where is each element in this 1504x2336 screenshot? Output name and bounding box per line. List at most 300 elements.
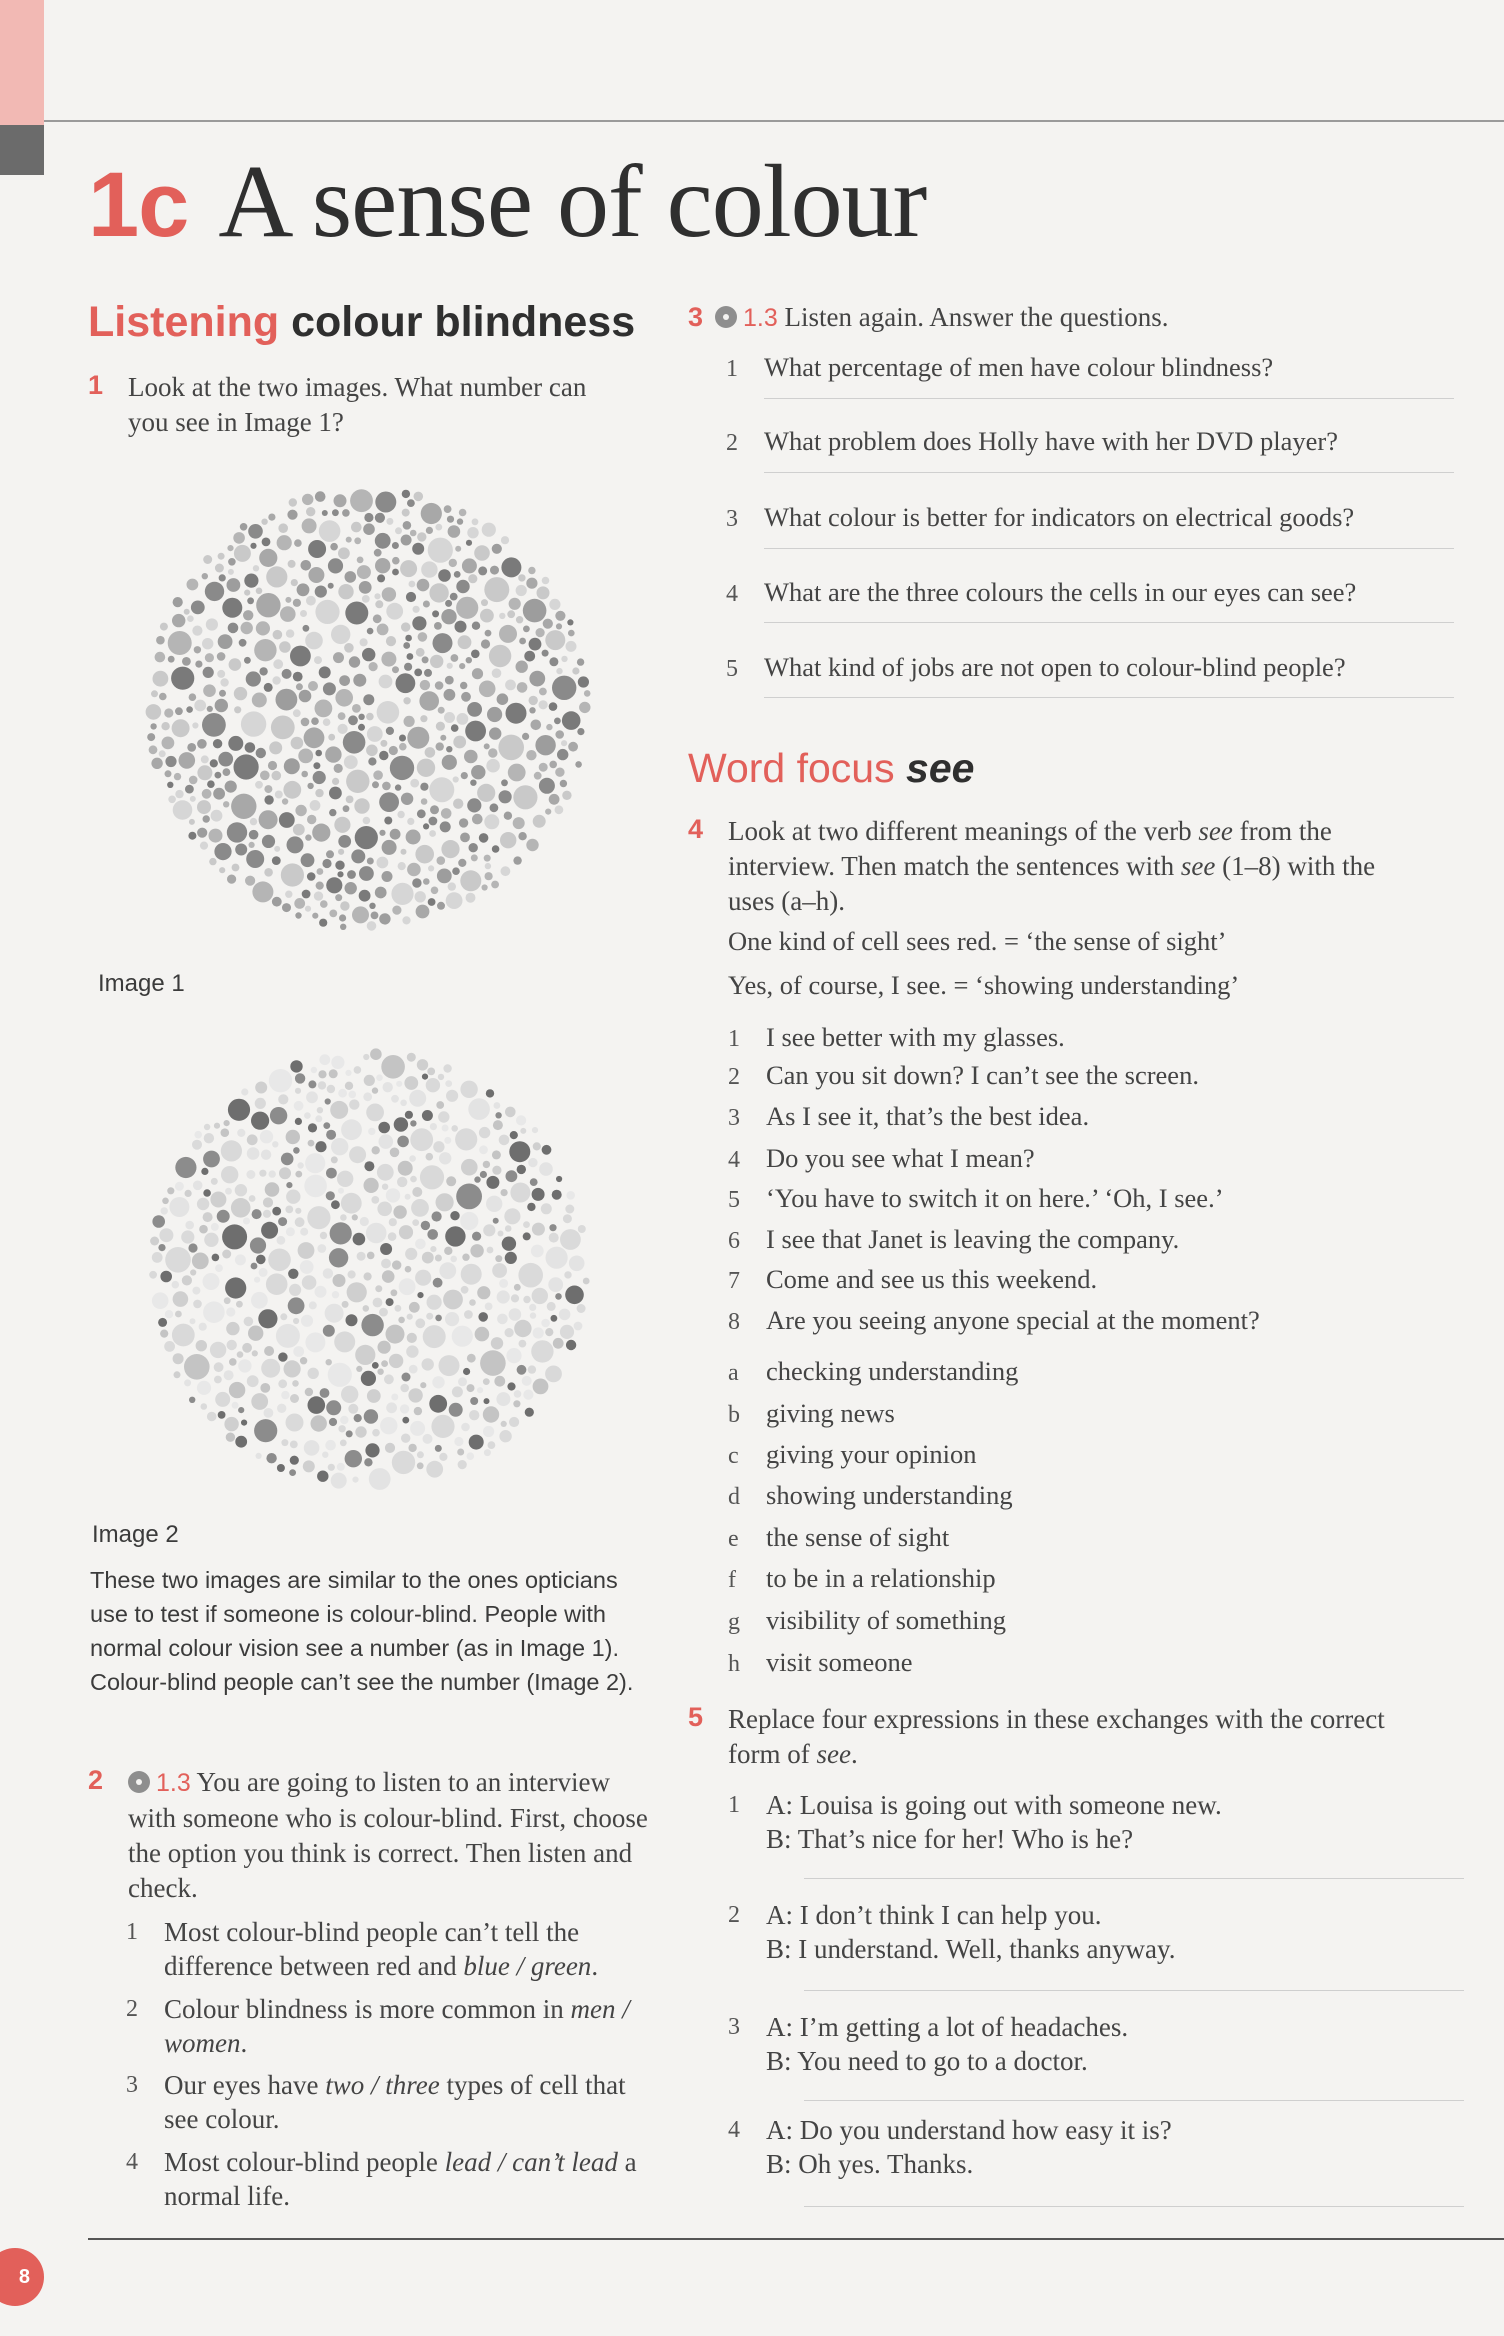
plate-dot [196, 1340, 207, 1351]
plate-dot [286, 1130, 300, 1144]
plate-dot [438, 1111, 449, 1122]
question-number: 3 [726, 506, 738, 532]
plate-dot [389, 1218, 397, 1226]
plate-dot [412, 616, 426, 630]
plate-dot [315, 491, 326, 502]
answer-line[interactable] [764, 622, 1454, 623]
plate-dot [228, 1099, 250, 1121]
plate-dot [312, 824, 330, 842]
item-option[interactable]: two / three [325, 2070, 440, 2100]
plate-dot [357, 557, 364, 564]
exchange-number: 1 [728, 1792, 740, 1818]
plate-dot [386, 518, 393, 525]
plate-dot [415, 891, 426, 902]
item-option[interactable]: men / women [164, 1994, 630, 2058]
plate-dot [319, 520, 341, 542]
plate-dot [452, 1326, 473, 1347]
plate-dot [264, 868, 273, 877]
sentence-row [728, 1222, 1179, 1258]
plate-dot [444, 1137, 451, 1144]
plate-dot [470, 780, 476, 786]
plate-dot [364, 1161, 374, 1171]
plate-dot [523, 1232, 531, 1240]
question-row [726, 500, 1354, 536]
plate-dot [210, 1192, 226, 1208]
plate-dot [409, 1155, 416, 1162]
plate-dot [149, 1271, 157, 1279]
plate-dot [451, 1125, 458, 1132]
answer-line[interactable] [764, 697, 1454, 698]
item-number: 1 [126, 1919, 138, 1945]
plate-dot [331, 1156, 338, 1163]
plate-dot [317, 1107, 323, 1113]
plate-dot [483, 1224, 495, 1236]
plate-dot [501, 779, 508, 786]
plate-dot [244, 657, 251, 664]
plate-dot [246, 671, 261, 686]
plate-dot [237, 1129, 245, 1137]
plate-dot [402, 1417, 409, 1424]
plate-dot [352, 1214, 358, 1220]
plate-dot [400, 1100, 407, 1107]
plate-dot [305, 1153, 325, 1173]
plate-dot [458, 1460, 467, 1469]
answer-line[interactable] [804, 2100, 1464, 2101]
plate-dot [469, 1435, 484, 1450]
plate-dot [472, 814, 483, 825]
plate-dot [325, 746, 341, 762]
plate-dot [226, 1433, 235, 1442]
plate-dot [415, 1239, 426, 1250]
plate-dot [458, 635, 472, 649]
plate-dot [414, 492, 424, 502]
plate-dot [192, 1287, 200, 1295]
sentence-number: 4 [728, 1147, 740, 1173]
plate-dot [277, 1404, 286, 1413]
plate-dot [501, 557, 521, 577]
plate-dot [215, 699, 228, 712]
plate-dot [308, 1123, 317, 1132]
plate-dot [378, 1122, 390, 1134]
plate-dot [561, 740, 567, 746]
plate-dot [438, 569, 451, 582]
plate-dot [280, 1313, 287, 1320]
plate-dot [518, 832, 526, 840]
use-letter: f [728, 1567, 736, 1593]
plate-dot [546, 1247, 568, 1269]
plate-dot [567, 619, 573, 625]
plate-dot [484, 743, 490, 749]
plate-dot [422, 1252, 434, 1264]
plate-dot [530, 1312, 536, 1318]
exchange-line-a: A: I don’t think I can help you. [766, 1900, 1102, 1930]
plate-dot [462, 558, 477, 573]
plate-dot [499, 1279, 508, 1288]
use-text: to be in a relationship [766, 1563, 996, 1593]
plate-dot [290, 646, 311, 667]
plate-dot [442, 755, 457, 770]
plate-dot [449, 1403, 463, 1417]
plate-dot [407, 727, 429, 749]
plate-dot [377, 1164, 394, 1181]
page-number: 8 [0, 2248, 44, 2306]
plate-dot [331, 1473, 347, 1489]
plate-dot [364, 1075, 375, 1086]
item-option[interactable]: blue / green [463, 1951, 592, 1981]
plate-dot [506, 1348, 521, 1363]
plate-dot [477, 1387, 483, 1393]
plate-dot [391, 1289, 398, 1296]
use-text: visit someone [766, 1647, 913, 1677]
plate-dot [417, 1059, 428, 1070]
plate-dot [379, 1308, 388, 1317]
plate-dot [560, 1229, 581, 1250]
plate-dot [335, 861, 344, 870]
plate-dot [256, 1255, 266, 1265]
sentence-number: 5 [728, 1187, 740, 1213]
plate-dot [330, 1222, 352, 1244]
plate-dot [251, 1393, 268, 1410]
plate-dot [338, 849, 344, 855]
plate-dot [311, 717, 319, 725]
sentence-number: 6 [728, 1228, 740, 1254]
plate-dot [526, 578, 537, 589]
plate-dot [494, 1376, 505, 1387]
plate-dot [327, 1085, 335, 1093]
plate-dot [191, 601, 205, 615]
plate-dot [409, 1302, 420, 1313]
plate-dot [367, 628, 374, 635]
plate-dot [467, 1452, 475, 1460]
plate-dot [192, 1253, 209, 1270]
plate-dot [197, 739, 207, 749]
plate-dot [423, 878, 430, 885]
plate-dot [380, 1243, 392, 1255]
plate-dot [289, 498, 297, 506]
plate-dot [311, 1415, 327, 1431]
plate-dot [431, 1415, 454, 1438]
plate-dot [393, 1205, 406, 1218]
plate-dot [311, 1067, 317, 1073]
exchange [728, 1788, 1222, 1856]
plate-dot [222, 598, 242, 618]
plate-dot [426, 1153, 434, 1161]
plate-dot [260, 771, 270, 781]
question-number: 5 [726, 656, 738, 682]
plate-dot [293, 1346, 304, 1357]
plate-dot [560, 780, 567, 787]
sentence-text: As I see it, that’s the best idea. [766, 1101, 1090, 1131]
plate-dot [276, 689, 298, 711]
plate-dot [404, 663, 412, 671]
plate-dot [545, 809, 551, 815]
plate-dot [308, 1140, 315, 1147]
plate-dot [490, 566, 499, 575]
plate-dot [226, 1322, 239, 1335]
page-grey-tab [0, 125, 44, 175]
plate-dot [328, 583, 334, 589]
plate-dot [552, 676, 576, 700]
plate-dot [189, 693, 197, 701]
plate-dot [408, 1388, 422, 1402]
question-row [726, 650, 1346, 686]
plate-dot [187, 615, 194, 622]
plate-dot [165, 1247, 191, 1273]
plate-dot [294, 539, 302, 547]
plate-dot [289, 1469, 296, 1476]
plate-dot [294, 898, 305, 909]
plate-dot [326, 1168, 337, 1179]
plate-dot [313, 771, 326, 784]
plate-dot [160, 623, 168, 631]
plate-dot [398, 862, 406, 870]
plate-dot [392, 557, 400, 565]
plate-dot [509, 1308, 522, 1321]
plate-dot [172, 1324, 195, 1347]
plate-dot [346, 537, 352, 543]
plate-dot [342, 1301, 349, 1308]
question-text: What kind of jobs are not open to colour-blind people? [764, 652, 1346, 682]
plate-dot [218, 634, 233, 649]
plate-dot [291, 579, 298, 586]
plate-dot [295, 1217, 305, 1227]
plate-dot [151, 690, 158, 697]
plate-dot [437, 902, 445, 910]
answer-line[interactable] [764, 548, 1454, 549]
plate-dot [308, 540, 326, 558]
plate-dot [344, 643, 354, 653]
plate-dot [224, 1120, 230, 1126]
exchange [728, 1898, 1176, 1966]
plate-dot [304, 1112, 311, 1119]
plate-dot [293, 1147, 300, 1154]
plate-dot [506, 1170, 518, 1182]
plate-dot [372, 1146, 380, 1154]
plate-dot [317, 1471, 328, 1482]
plate-dot [369, 662, 378, 671]
plate-dot [188, 832, 196, 840]
plate-dot [284, 1360, 301, 1377]
example-sentence: One kind of cell sees red. = ‘the sense of sight’ [728, 926, 1227, 956]
plate-dot [300, 1260, 314, 1274]
sentence-number: 3 [728, 1105, 740, 1131]
plate-dot [383, 1082, 393, 1092]
plate-dot [227, 875, 236, 884]
plate-dot [203, 1151, 220, 1168]
plate-dot [433, 1278, 443, 1288]
plate-dot [378, 1341, 391, 1354]
plate-dot [295, 1171, 302, 1178]
plate-dot [403, 642, 410, 649]
plate-dot [543, 619, 553, 629]
plate-dot [438, 707, 445, 714]
plate-dot [219, 867, 225, 873]
plate-dot [375, 887, 387, 899]
plate-dot [340, 1214, 347, 1221]
plate-dot [505, 1328, 514, 1337]
plate-dot [445, 676, 454, 685]
plate-dot [499, 613, 505, 619]
plate-dot [532, 1127, 538, 1133]
plate-dot [403, 697, 410, 704]
plate-dot [314, 656, 322, 664]
plate-dot [202, 638, 213, 649]
plate-dot [328, 734, 335, 741]
plate-dot [238, 1359, 251, 1372]
plate-dot [194, 646, 201, 653]
sentence-number: 7 [728, 1268, 740, 1294]
audio-cd-icon[interactable] [715, 306, 737, 328]
plate-dot [492, 1166, 501, 1175]
plate-dot [410, 779, 419, 788]
plate-dot [325, 1304, 344, 1323]
plate-dot [480, 1350, 506, 1376]
plate-dot [376, 1074, 383, 1081]
exercise-2-instructions [88, 1765, 648, 1906]
plate-dot [459, 509, 467, 517]
plate-dot [299, 690, 312, 703]
plate-dot [399, 1278, 416, 1295]
plate-dot [505, 1252, 517, 1264]
plate-dot [565, 1205, 574, 1214]
plate-dot [449, 559, 457, 567]
plate-dot [525, 1408, 534, 1417]
plate-dot [412, 1187, 422, 1197]
plate-dot [361, 1314, 383, 1336]
plate-dot [173, 1353, 184, 1364]
plate-dot [392, 569, 399, 576]
sentence-row [728, 1020, 1065, 1056]
plate-dot [443, 1064, 451, 1072]
plate-dot [414, 1407, 422, 1415]
plate-dot [513, 856, 521, 864]
question-row [726, 575, 1356, 611]
question-text: What colour is better for indicators on electrical goods? [764, 502, 1355, 532]
plate-dot [356, 1366, 362, 1372]
plate-dot [529, 671, 545, 687]
plate-dot [323, 1268, 333, 1278]
plate-dot [381, 652, 396, 667]
plate-dot [366, 713, 374, 721]
plate-dot [308, 1396, 326, 1414]
plate-dot [280, 606, 296, 622]
plate-dot [422, 1358, 434, 1370]
plate-dot [337, 1171, 353, 1187]
exercise-1 [88, 370, 618, 440]
plate-dot [574, 1322, 583, 1331]
audio-cd-icon[interactable] [128, 1771, 150, 1793]
instr-part: Replace four expressions in these exchanges with the correct form of [728, 1704, 1385, 1769]
plate-dot [386, 727, 394, 735]
plate-dot [330, 543, 338, 551]
plate-dot [419, 691, 439, 711]
answer-line[interactable] [804, 2206, 1464, 2207]
plate-dot [301, 560, 312, 571]
sentence-text: Come and see us this weekend. [766, 1264, 1098, 1294]
plate-dot [344, 755, 358, 769]
plate-dot [325, 1440, 336, 1451]
plate-dot [533, 815, 546, 828]
plate-dot [549, 1233, 559, 1243]
plate-dot [460, 870, 481, 891]
use-text: showing understanding [766, 1480, 1013, 1510]
plate-dot [260, 1130, 273, 1143]
plate-dot [350, 489, 373, 512]
plate-dot [377, 857, 389, 869]
answer-line[interactable] [804, 1990, 1464, 1991]
plate-dot [439, 1152, 451, 1164]
plate-dot [266, 1453, 276, 1463]
plate-dot [209, 858, 216, 865]
plate-dot [577, 658, 584, 665]
plate-dot [406, 592, 416, 602]
exchange-line-b: B: You need to go to a doctor. [766, 2046, 1088, 2076]
plate-dot [373, 770, 383, 780]
plate-dot [452, 1386, 463, 1397]
plate-dot [222, 1224, 247, 1249]
answer-line[interactable] [804, 1878, 1464, 1879]
plate-dot [369, 903, 375, 909]
plate-dot [217, 652, 226, 661]
plate-dot [332, 509, 339, 516]
plate-dot [266, 566, 287, 587]
plate-dot [300, 610, 307, 617]
plate-dot [513, 785, 537, 809]
plate-dot [331, 1056, 344, 1069]
plate-dot [334, 494, 347, 507]
plate-dot [190, 1318, 196, 1324]
plate-dot [256, 621, 270, 635]
plate-dot [470, 1397, 478, 1405]
plate-dot [507, 1382, 515, 1390]
plate-dot [412, 543, 424, 555]
exchange-line-b: B: Oh yes. Thanks. [766, 2149, 974, 2179]
plate-dot [439, 1262, 456, 1279]
plate-dot [556, 668, 562, 674]
plate-dot [304, 727, 325, 748]
plate-dot [175, 1311, 182, 1318]
plate-dot [185, 1190, 192, 1197]
plate-dot [533, 1379, 549, 1395]
plate-dot [460, 1212, 478, 1230]
page-color-tab [0, 0, 44, 125]
plate-dot [527, 1203, 535, 1211]
plate-dot [150, 723, 156, 729]
item-option[interactable]: lead / can’t lead [444, 2147, 618, 2177]
plate-dot [415, 845, 434, 864]
plate-dot [235, 1436, 247, 1448]
plate-dot [491, 881, 499, 889]
plate-dot [252, 881, 273, 902]
plate-dot [382, 782, 391, 791]
plate-dot [416, 648, 425, 657]
plate-dot [149, 745, 158, 754]
plate-dot [295, 1073, 305, 1083]
plate-dot [275, 791, 283, 799]
plate-dot [333, 1274, 346, 1287]
answer-line[interactable] [764, 472, 1454, 473]
plate-dot [225, 1277, 246, 1298]
sentence-text: Are you seeing anyone special at the moment? [766, 1305, 1260, 1335]
plate-dot [322, 859, 331, 868]
plate-dot [286, 1182, 292, 1188]
plate-dot [517, 1365, 527, 1375]
plate-dot [395, 1305, 402, 1312]
plate-dot [489, 645, 511, 667]
plate-dot [437, 856, 446, 865]
plate-dot [507, 610, 515, 618]
answer-line[interactable] [764, 398, 1454, 399]
